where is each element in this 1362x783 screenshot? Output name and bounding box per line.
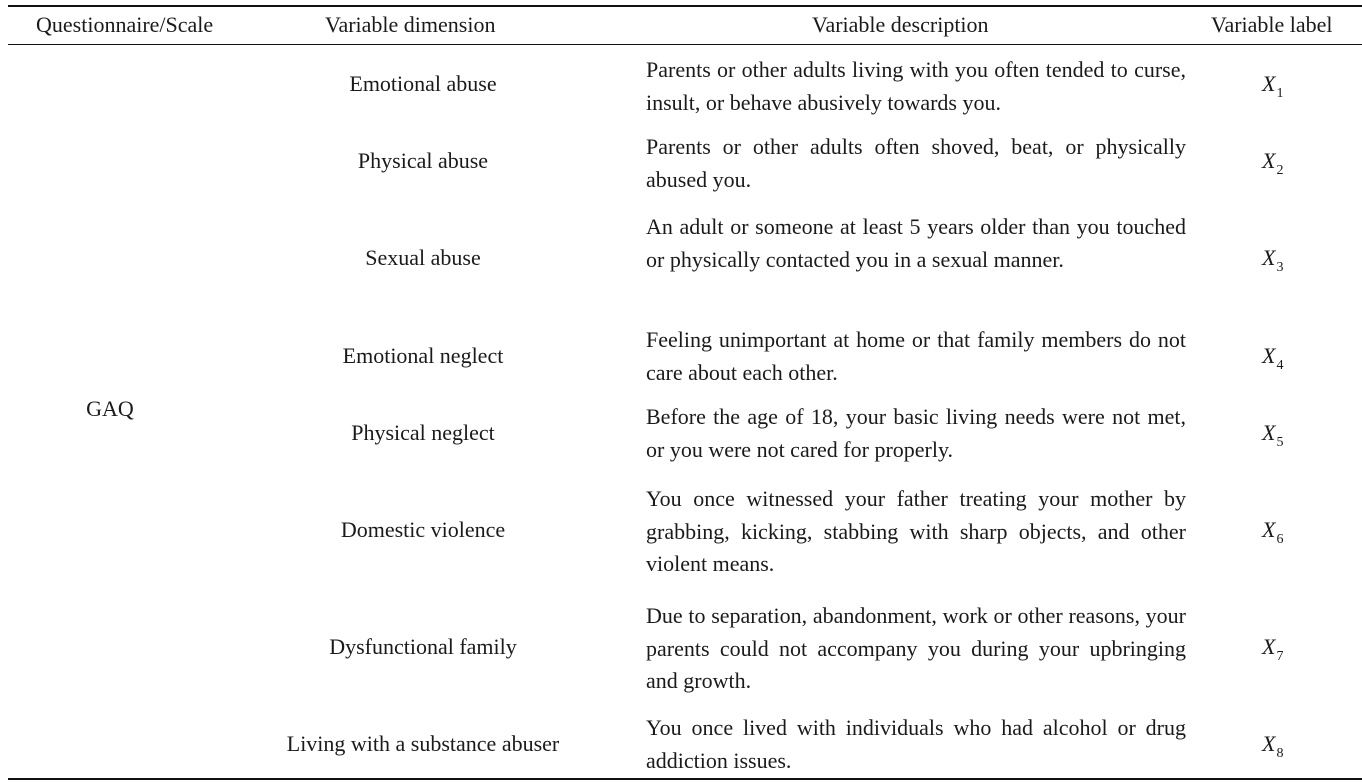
dimension-cell: Physical neglect <box>351 420 495 445</box>
label-cell: $X_8$ <box>1262 731 1284 761</box>
description-cell: You once witnessed your father treating your mother by grabbing, kicking, stabbing with sharp objects, and other violent means. <box>646 486 1186 576</box>
dimension-cell: Domestic violence <box>340 517 506 542</box>
header-dimension: Variable dimension <box>325 12 496 37</box>
label-cell: $X_7$ <box>1262 634 1284 664</box>
header-scale: Questionnaire/Scale <box>36 12 214 37</box>
label-cell: $X_2$ <box>1262 148 1284 178</box>
label-cell: $X_5$ <box>1262 420 1284 450</box>
dimension-cell: Emotional abuse <box>349 71 497 96</box>
dimension-cell: Physical abuse <box>357 148 489 173</box>
dimension-cell: Sexual abuse <box>365 245 481 270</box>
description-cell: Before the age of 18, your basic living needs were not met, or you were not cared for properly. <box>646 404 1186 462</box>
label-cell: $X_4$ <box>1262 343 1284 373</box>
dimension-cell: Dysfunctional family <box>329 634 517 659</box>
label-cell: $X_1$ <box>1262 71 1284 101</box>
description-cell: You once lived with individuals who had alcohol or drug addiction issues. <box>646 715 1186 773</box>
dimension-cell: Living with a substance abuser <box>286 731 560 756</box>
description-cell: Feeling unimportant at home or that family members do not care about each other. <box>646 327 1186 385</box>
description-cell: Parents or other adults often shoved, beat, or physically abused you. <box>646 134 1186 192</box>
table-bottom-rule <box>8 778 1362 780</box>
description-cell: Parents or other adults living with you often tended to curse, insult, or behave abusively towards you. <box>646 57 1186 115</box>
label-cell: $X_3$ <box>1262 245 1284 275</box>
scale-name: GAQ <box>86 396 134 421</box>
table-top-rule <box>8 5 1362 7</box>
description-cell: Due to separation, abandonment, work or other reasons, your parents could not accompany you during your upbringing and growth. <box>646 603 1186 693</box>
table-header-rule <box>8 44 1362 45</box>
description-cell: An adult or someone at least 5 years older than you touched or physically contacted you in a sexual manner. <box>646 214 1186 272</box>
dimension-cell: Emotional neglect <box>342 343 504 368</box>
header-description: Variable description <box>812 12 989 37</box>
header-label: Variable label <box>1211 12 1333 37</box>
label-cell: $X_6$ <box>1262 517 1284 547</box>
